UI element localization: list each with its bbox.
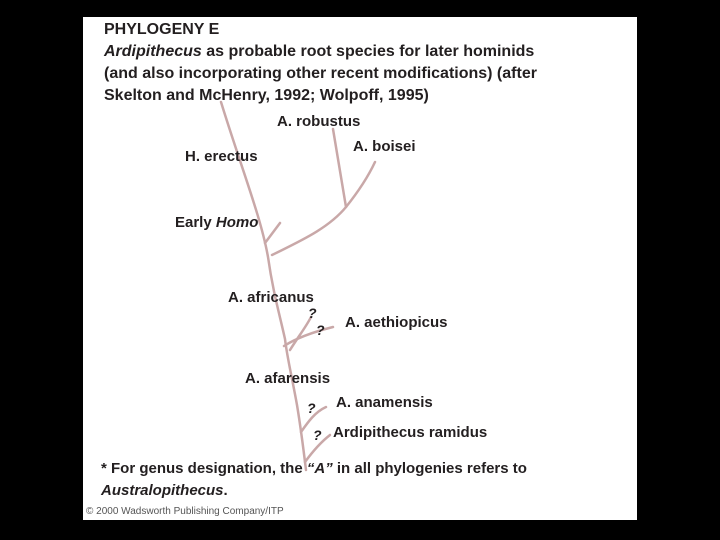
diagram-subtitle-line3: Skelton and McHenry, 1992; Wolpoff, 1995) xyxy=(104,87,429,104)
subtitle-text: as probable root species for later hominids xyxy=(201,43,535,60)
branch-early-homo xyxy=(265,223,280,243)
label-a-afarensis: A. afarensis xyxy=(245,370,331,387)
footnote-text-2: in all phylogenies refers to xyxy=(332,460,527,477)
footnote-quote-a: “A” xyxy=(306,460,333,477)
branch-a-aethiopicus xyxy=(284,327,333,346)
label-a-aethiopicus: A. aethiopicus xyxy=(345,314,448,331)
footnote-text-1: * For genus designation, the xyxy=(101,460,307,477)
branch-a-boisei xyxy=(346,162,375,207)
subtitle-genus: Ardipithecus xyxy=(104,43,202,60)
question-mark-africanus: ? xyxy=(308,305,317,321)
question-mark-ramidus: ? xyxy=(313,427,322,443)
label-h-erectus: H. erectus xyxy=(185,148,258,165)
label-early: Early xyxy=(175,214,216,231)
branch-robust-lineage xyxy=(272,129,346,255)
footnote-line2 xyxy=(101,482,228,499)
footnote-genus: Australopithecus xyxy=(101,482,224,499)
copyright-credit: © 2000 Wadsworth Publishing Company/ITP xyxy=(86,506,284,517)
diagram-subtitle-line1 xyxy=(104,42,534,61)
label-homo: Homo xyxy=(215,214,259,231)
diagram-title: PHYLOGENY E xyxy=(104,21,220,38)
label-a-robustus: A. robustus xyxy=(277,113,361,130)
label-early-homo xyxy=(175,214,258,231)
footnote-period: . xyxy=(223,482,228,499)
question-mark-aethiopicus: ? xyxy=(316,322,325,338)
diagram-subtitle-line2: (and also incorporating other recent modifications) (after xyxy=(104,65,537,82)
label-ardipithecus-ramidus: Ardipithecus ramidus xyxy=(333,424,488,441)
diagram-panel xyxy=(83,17,637,520)
question-mark-anamensis: ? xyxy=(307,400,316,416)
label-a-africanus: A. africanus xyxy=(228,289,314,306)
label-a-boisei: A. boisei xyxy=(353,138,416,155)
footnote-line1 xyxy=(101,460,527,477)
label-a-anamensis: A. anamensis xyxy=(336,394,433,411)
